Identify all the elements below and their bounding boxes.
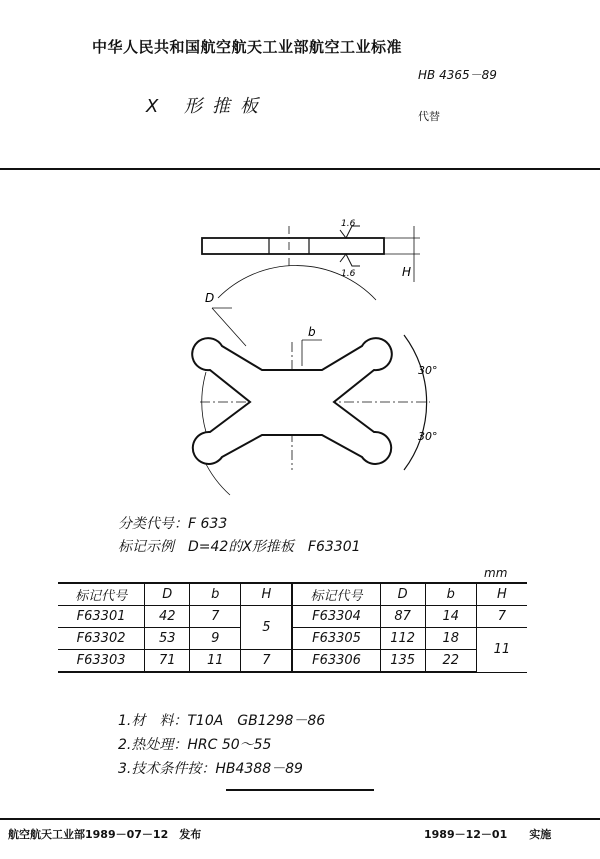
header-H: H [241,583,293,606]
spec-table [58,582,527,673]
document-title: X 形推板 [146,96,269,117]
header-D: D [380,583,425,606]
note-technical-conditions: 3.技术条件按：HB4388－89 [118,761,303,777]
cell-code: F63301 [58,606,145,628]
cell-code: F63304 [292,606,380,628]
header-b: b [190,583,241,606]
roughness-top-label: 1.6 [341,219,356,229]
header-code: 标记代号 [292,583,380,606]
header-code: 标记代号 [58,583,145,606]
top-view [192,266,430,495]
effective-date: 1989－12－01 实施 [424,828,552,841]
cell-b: 11 [190,650,241,673]
technical-drawing [0,170,600,510]
replaces-label: 代替 [418,110,440,123]
roughness-bottom-label: 1.6 [341,269,356,279]
cell-b: 9 [190,628,241,650]
classification-code: 分类代号：F 633 [118,516,228,532]
cell-code: F63302 [58,628,145,650]
table-row [58,628,527,650]
cell-H: 7 [241,650,293,673]
table-row [58,606,527,628]
cell-b: 7 [190,606,241,628]
end-divider [226,789,374,791]
cell-D: 87 [380,606,425,628]
cell-b: 22 [425,650,476,673]
standard-number: HB 4365－89 [418,68,497,82]
cell-D: 112 [380,628,425,650]
table-header-row [58,583,527,606]
dimension-H-label: H [402,265,412,279]
cell-D: 53 [145,628,190,650]
note-material: 1.材 料：T10A GB1298－86 [118,713,326,729]
cell-H: 5 [241,606,293,650]
cell-H: 11 [476,628,527,673]
cell-code: F63303 [58,650,145,673]
note-heat-treatment: 2.热处理：HRC 50～55 [118,737,272,753]
issued-date: 航空航天工业部1989－07－12 发布 [8,828,202,841]
standard-header-title: 中华人民共和国航空航天工业部航空工业标准 [92,38,403,56]
header-D: D [145,583,190,606]
cell-b: 14 [425,606,476,628]
table-row [58,650,527,673]
dimension-b-label: b [308,325,316,339]
cell-H: 7 [476,606,527,628]
side-view [202,226,420,282]
footer-divider [0,818,600,820]
cell-b: 18 [425,628,476,650]
unit-label: mm [484,566,508,580]
angle-upper-label: 30° [418,364,438,377]
cell-code: F63305 [292,628,380,650]
dimension-D-label: D [205,291,215,305]
marking-example: 标记示例 D=42的X形推板 F63301 [118,539,361,555]
cell-D: 135 [380,650,425,673]
cell-D: 42 [145,606,190,628]
header-H: H [476,583,527,606]
cell-code: F63306 [292,650,380,673]
cell-D: 71 [145,650,190,673]
angle-lower-label: 30° [418,430,438,443]
header-b: b [425,583,476,606]
